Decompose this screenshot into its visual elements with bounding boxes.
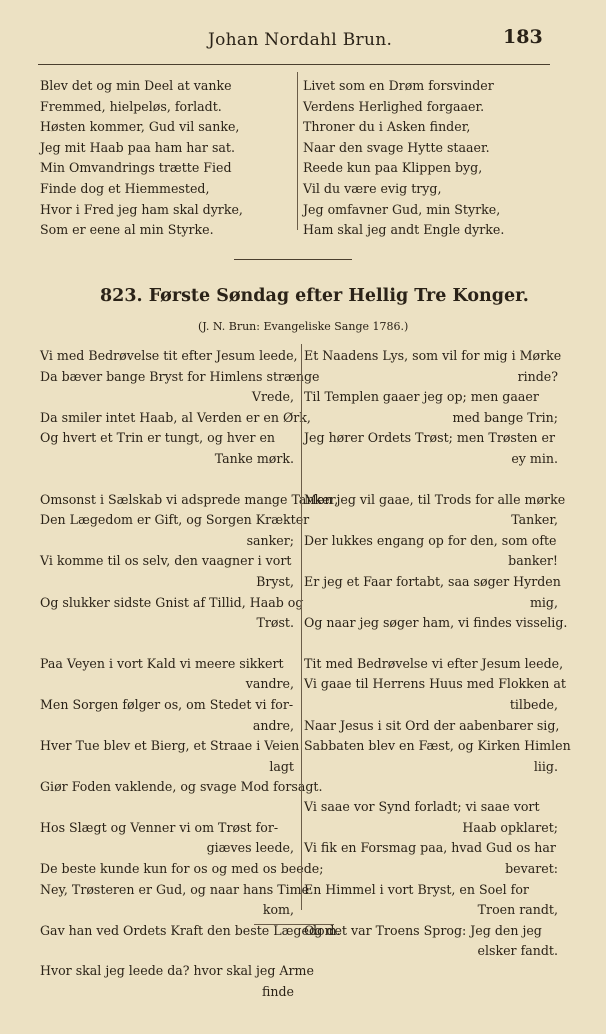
verse-line: Et Naadens Lys, som vil for mig i Mørke [304,348,562,363]
header-rule [38,64,550,65]
stanza [40,490,339,634]
verse-line: Finde dog et Hiemmested, [40,180,210,196]
stanza [40,346,320,470]
verse-line-continuation: vandre, [245,676,294,692]
verse-line: Jeg hører Ordets Trøst; men Trøsten er [304,430,555,446]
verse-line: Reede kun paa Klippen byg, [303,160,483,176]
verse-line: Hvor i Fred jeg ham skal dyrke, [40,201,243,217]
verse-line: Men Sorgen følger os, om Stedet vi for- [40,696,294,712]
verse-line-continuation: tilbede, [509,696,558,712]
verse-line: Vi gaae til Herrens Huus med Flokken at [304,676,566,692]
verse-line-continuation: liig. [533,758,558,774]
verse-line: Jeg omfavner Gud, min Styrke, [303,201,501,217]
previous-hymn-right-stanza [303,76,555,241]
verse-line: Jeg mit Haab paa ham har sat. [40,139,235,155]
verse-line: Naar den svage Hytte staaer. [303,139,490,155]
verse-line: Gav han ved Ordets Kraft den beste Lægedom. [40,922,341,938]
verse-line: Omsonst i Sælskab vi adsprede mange Tanker, [40,491,339,507]
verse-line: Og hvert et Trin er tungt, og hver en [40,430,276,446]
verse-line: Min Omvandrings trætte Fied [40,160,232,176]
verse-line: Er jeg et Faar fortabt, saa søger Hyrden [304,573,561,589]
stanza [304,797,558,962]
end-rule [254,924,334,925]
verse-line: Verdens Herlighed forgaaer. [303,98,485,114]
verse-line: Paa Veyen i vort Kald vi meere sikkert [40,655,284,671]
verse-line: Giør Foden vaklende, og svage Mod forsagt. [40,779,323,795]
verse-line: Vi komme til os selv, den vaagner i vort [40,553,292,569]
verse-line: Ham skal jeg andt Engle dyrke. [303,222,505,238]
verse-line-continuation: med bange Trin; [452,409,558,425]
verse-line: Livet som en Drøm forsvinder [303,78,494,93]
verse-line: Blev det og min Deel at vanke [40,78,232,93]
verse-line: Hvor skal jeg leede da? hvor skal jeg Arme [40,963,314,979]
stanza [304,346,562,470]
verse-line-continuation: Bryst, [256,573,294,589]
verse-line-continuation: sanker; [246,532,294,548]
verse-line-continuation: mig, [529,594,558,610]
stanza [304,490,568,634]
verse-line: Throner du i Asken finder, [303,119,471,135]
verse-line: Vi saae vor Synd forladt; vi saae vort [304,799,540,815]
verse-line: Som er eene al min Styrke. [40,222,214,238]
verse-line-continuation: banker! [508,553,558,569]
verse-line: Høsten kommer, Gud vil sanke, [40,119,240,135]
verse-line-continuation: Tanke mørk. [214,450,294,466]
verse-line: Sabbaten blev en Fæst, og Kirken Himlen [304,738,571,754]
hymn-title: 823. Første Søndag efter Hellig Tre Konger. [100,286,529,306]
column-divider-main [301,344,302,910]
verse-line: Naar Jesus i sit Ord der aabenbarer sig, [304,717,560,733]
column-divider-top [297,72,298,230]
verse-line-continuation: bevaret: [505,861,558,877]
verse-line-continuation: lagt [269,758,294,774]
verse-line-continuation: Trøst. [256,615,294,631]
verse-line: Hos Slægt og Venner vi om Trøst for- [40,819,279,835]
verse-line: Ney, Trøsteren er Gud, og naar hans Time [40,881,310,897]
verse-line: De beste kunde kun for os og med os beede; [40,861,324,877]
stanza [40,961,314,1002]
verse-line: En Himmel i vort Bryst, en Soel for [304,881,529,897]
verse-line: Den Lægedom er Gift, og Sorgen Krækter [40,512,310,528]
verse-line-continuation: Tanker, [511,512,558,528]
verse-line-continuation: ey min. [511,450,558,466]
hymn-right-column [304,346,571,982]
verse-line-continuation: Troen randt, [477,902,558,918]
running-title: Johan Nordahl Brun. [208,30,393,50]
verse-line: Der lukkes engang op for den, som ofte [304,532,557,548]
previous-hymn-left-stanza [40,76,292,241]
verse-line: Tit med Bedrøvelse vi efter Jesum leede, [304,655,564,671]
verse-line-continuation: Haab opklaret; [462,819,558,835]
verse-line-continuation: finde [261,984,294,1000]
stanza [40,818,341,942]
hymn-left-column [40,346,341,1023]
running-head [0,24,606,60]
verse-line-continuation: Vrede, [251,389,294,405]
verse-line-continuation: rinde? [517,368,558,384]
verse-line: Og naar jeg søger ham, vi findes visselig. [304,615,568,631]
verse-line: Vil du være evig tryg, [303,180,442,196]
verse-line: Da bæver bange Bryst for Himlens strænge [40,368,320,384]
hymn-source: (J. N. Brun: Evangeliske Sange 1786.) [198,320,409,333]
verse-line: Fremmed, hielpeløs, forladt. [40,98,222,114]
stanza [40,654,323,798]
stanza [304,654,571,778]
verse-line: Og slukker sidste Gnist af Tillid, Haab og [40,594,304,610]
verse-line: Og det var Troens Sprog: Jeg den jeg [304,922,542,938]
page-number: 183 [503,26,543,48]
verse-line: Vi fik en Forsmag paa, hvad Gud os har [304,840,556,856]
verse-line-continuation: elsker fandt. [477,943,558,959]
verse-line-continuation: giæves leede, [206,840,294,856]
verse-line: Hver Tue blev et Bierg, et Straae i Veien [40,738,300,754]
verse-line: Til Templen gaaer jeg op; men gaaer [304,389,539,405]
verse-line-continuation: kom, [262,902,294,918]
verse-line: Men jeg vil gaae, til Trods for alle mørke [304,491,566,507]
section-separator-rule [234,259,352,260]
verse-line: Vi med Bedrøvelse tit efter Jesum leede, [40,348,298,363]
verse-line: Da smiler intet Haab, al Verden er en Ørk, [40,409,311,425]
verse-line-continuation: andre, [252,717,294,733]
